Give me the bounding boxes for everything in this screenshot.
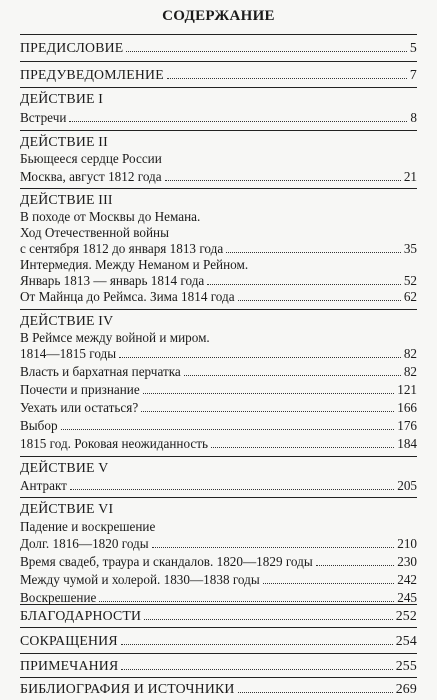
- section-divider: [20, 627, 417, 628]
- toc-entry-preface[interactable]: ПРЕДИСЛОВИЕ 5: [20, 40, 417, 55]
- toc-subtitle: Бьющееся сердце России: [20, 151, 162, 166]
- section-divider: [20, 130, 417, 131]
- toc-entry[interactable]: Антракт 205: [20, 478, 417, 493]
- toc-entry-notes[interactable]: ПРИМЕЧАНИЯ 255: [20, 658, 417, 673]
- leader-dots: [70, 489, 394, 490]
- section-divider: [20, 456, 417, 457]
- toc-entry[interactable]: Январь 1813 — январь 1814 года 52: [20, 273, 417, 288]
- section-divider: [20, 188, 417, 189]
- leader-dots: [144, 619, 393, 620]
- leader-dots: [226, 252, 401, 253]
- leader-dots: [165, 180, 401, 181]
- section-divider: [20, 87, 417, 88]
- act-2-heading: ДЕЙСТВИЕ II: [20, 134, 108, 149]
- leader-dots: [143, 393, 395, 394]
- toc-entry[interactable]: Воскрешение 245: [20, 590, 417, 605]
- toc-entry[interactable]: Уехать или остаться? 166: [20, 400, 417, 415]
- act-1-heading: ДЕЙСТВИЕ I: [20, 91, 104, 106]
- leader-dots: [152, 547, 395, 548]
- leader-dots: [126, 51, 406, 52]
- leader-dots: [207, 284, 401, 285]
- leader-dots: [141, 411, 394, 412]
- page-title: СОДЕРЖАНИЕ: [162, 8, 275, 24]
- leader-dots: [184, 375, 401, 376]
- section-divider: [20, 497, 417, 498]
- toc-entry[interactable]: Почести и признание 121: [20, 382, 417, 397]
- section-divider: [20, 309, 417, 310]
- toc-entry[interactable]: Встречи 8: [20, 110, 417, 125]
- act-3-heading: ДЕЙСТВИЕ III: [20, 192, 113, 207]
- toc-entry-thanks[interactable]: БЛАГОДАРНОСТИ 252: [20, 608, 417, 623]
- toc-entry[interactable]: 1814—1815 годы 82: [20, 346, 417, 361]
- section-divider: [20, 34, 417, 35]
- act-6-heading: ДЕЙСТВИЕ VI: [20, 501, 114, 516]
- act-5-heading: ДЕЙСТВИЕ V: [20, 460, 109, 475]
- toc-entry[interactable]: Время свадеб, траура и скандалов. 1820—1829 годы 230: [20, 554, 417, 569]
- toc-subtitle: В Реймсе между войной и миром.: [20, 330, 210, 345]
- section-divider: [20, 677, 417, 678]
- leader-dots: [119, 357, 401, 358]
- leader-dots: [211, 447, 394, 448]
- leader-dots: [121, 644, 393, 645]
- leader-dots: [99, 601, 394, 602]
- leader-dots: [263, 583, 395, 584]
- toc-subtitle: Ход Отечественной войны: [20, 225, 169, 240]
- toc-entry-notice[interactable]: ПРЕДУВЕДОМЛЕНИЕ 7: [20, 67, 417, 82]
- leader-dots: [61, 429, 395, 430]
- section-divider: [20, 604, 417, 605]
- toc-subtitle: Падение и воскрешение: [20, 519, 156, 534]
- toc-entry[interactable]: От Майнца до Реймса. Зима 1814 года 62: [20, 289, 417, 304]
- toc-subtitle: Интермедия. Между Неманом и Рейном.: [20, 257, 249, 272]
- toc-entry[interactable]: с сентября 1812 до января 1813 года 35: [20, 241, 417, 256]
- leader-dots: [238, 692, 393, 693]
- toc-subtitle: В походе от Москвы до Немана.: [20, 209, 201, 224]
- section-divider: [20, 653, 417, 654]
- leader-dots: [238, 300, 401, 301]
- leader-dots: [167, 78, 407, 79]
- leader-dots: [121, 669, 392, 670]
- section-divider: [20, 61, 417, 62]
- toc-entry[interactable]: Долг. 1816—1820 годы 210: [20, 536, 417, 551]
- leader-dots: [69, 121, 407, 122]
- toc-entry[interactable]: 1815 год. Роковая неожиданность 184: [20, 436, 417, 451]
- act-4-heading: ДЕЙСТВИЕ IV: [20, 313, 114, 328]
- toc-entry[interactable]: Между чумой и холерой. 1830—1838 годы 242: [20, 572, 417, 587]
- toc-entry-bibliography[interactable]: БИБЛИОГРАФИЯ И ИСТОЧНИКИ 269: [20, 681, 417, 696]
- toc-entry-abbrev[interactable]: СОКРАЩЕНИЯ 254: [20, 633, 417, 648]
- toc-entry[interactable]: Москва, август 1812 года 21: [20, 169, 417, 184]
- toc-entry[interactable]: Выбор 176: [20, 418, 417, 433]
- toc-entry[interactable]: Власть и бархатная перчатка 82: [20, 364, 417, 379]
- leader-dots: [316, 565, 395, 566]
